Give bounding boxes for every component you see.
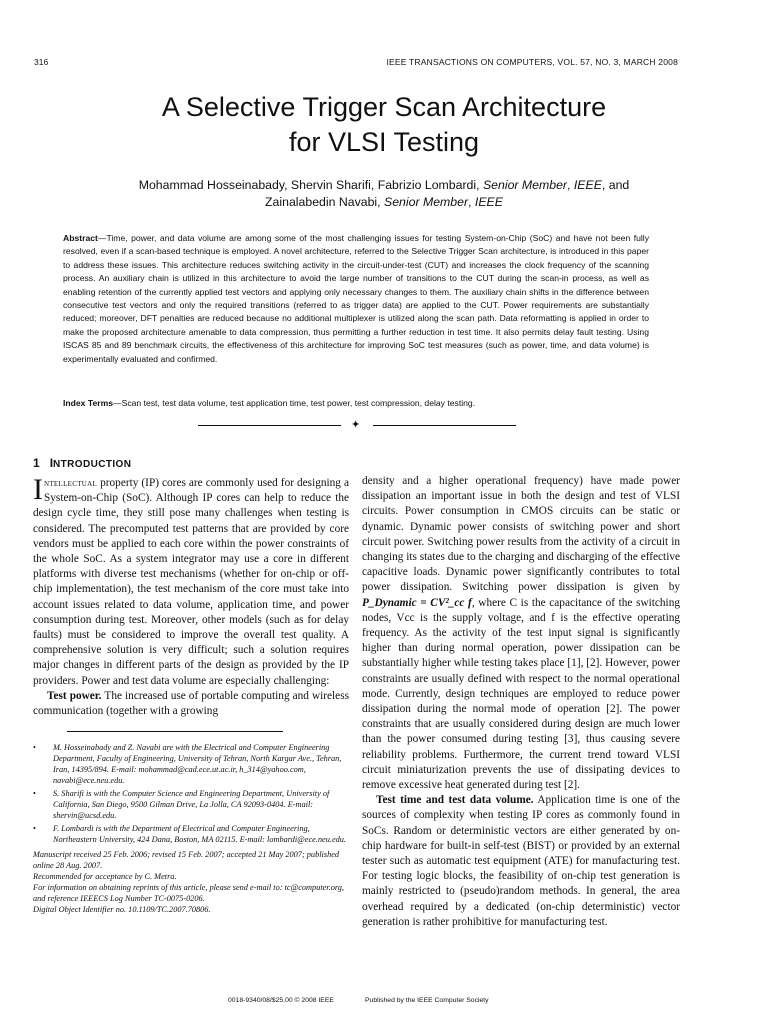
test-time-head: Test time and test data volume. (376, 794, 534, 807)
footnote-text: M. Hosseinabady and Z. Navabi are with the Electrical and Computer Engineering Department, Faculty of Engineering, University of Tehran, North Kargar Ave., Tehran, Iran, 14395/894. E-mail: mohammad@cad.ece.ut.ac.ir, h_314@yahoo.com, navabi@ece.neu.edu. (53, 743, 342, 786)
test-time-paragraph (362, 793, 680, 930)
test-power-head: Test power. (47, 689, 102, 702)
abstract-label: Abstract (63, 233, 98, 243)
author-and: , and (601, 178, 630, 192)
lead-smallcaps: ntellectual (44, 478, 98, 489)
intro-text: property (IP) cores are commonly used for designing a System-on-Chip (SoC). Although IP cores can help to reduce the design cycle time, they still pose many challenges when testing is considered. The precomputed test patterns that are provided by core vendors must be applied to each core within the power constraints of the whole SoC. As a system integrator may use a core in different platforms with diverse test mechanisms (whether for on-chip or off-chip implementation), the test mechanism of the core must take into account issues related to data volume, application time, and power consumption during test. Moreover, other models (such as for delay faults) must be considered to improve the overall test quality. A comprehensive solution is very difficult; such a solution requires major changes in different parts of the design as provided by the IP providers. Power and test data volume are especially challenging: (33, 477, 349, 687)
publisher-footer: Published by the IEEE Computer Society (365, 997, 489, 1004)
footnote-rule (67, 731, 283, 732)
power-text-a: density and a higher operational frequency) have made power dissipation an important issue in both the design and test of VLSI circuits. Power consumption in CMOS circuits can be static or dynamic. Dynamic power consists of switching power and short circuit power. Switching power results from the activity of a circuit in changing its states due to the charging and discharging of the effective capacitive loads. Dynamic power significantly contributes to total power dissipation. Switching power dissipation is given by (362, 475, 680, 594)
bullet-icon: • (33, 789, 36, 799)
section-title-rest: NTRODUCTION (53, 459, 132, 470)
author-sep-2: , (468, 195, 472, 209)
abstract-text: —Time, power, and data volume are among some of the most challenging issues for testing System-on-Chip (SoC) and have not been fully resolved, even if a scan-based technique is employed. A novel architecture, referred to the Selective Trigger Scan architecture, is introduced in this paper to address these issues. This architecture reduces switching activity in the circuit-under-test (CUT) and increases the clock frequency of the scanning process. An auxiliary chain is utilized in this architecture to avoid the large number of transitions to the CUT during the scan-in process, as well as enabling retention of the currently applied test vectors and applying only necessary changes to them. The auxiliary chain shifts in the difference between consecutive test vectors and only the required transitions (referred to as trigger data) are applied to the CUT. Power requirements are substantially reduced; moreover, DFT penalties are reduced because no additional multiplexer is utilized along the scan path. Data reformatting is applied in order to make the proposed architecture amenable to data compression, thus permitting a further reduction in test time. It also permits delay fault testing. Using ISCAS 85 and 89 benchmark circuits, the effectiveness of this architecture for improving SoC test measures (such as power, time, and data volume) is experimentally evaluated and confirmed. (63, 233, 649, 364)
test-power-text: The increased use of portable computing and wireless communication (together with a growing (33, 689, 349, 718)
test-time-text: Application time is one of the sources of complexity when testing IP cores as commonly found in SoCs. Random or deterministic vectors are either generated by on-chip hardware for built-in self-test (BIST) or provided by an external tester such as automatic test equipment (ATE) for manufacturing test. For testing logic blocks, the feasibility of on-chip test generation is mainly restricted to (pseudo)random methods. In general, the area overhead required by a dedicated (on-chip deterministic) vector generation is rather prohibitive for manufacturing test. (362, 794, 680, 928)
title-line-2: for VLSI Testing (288, 127, 480, 157)
index-terms-text: —Scan test, test data volume, test application time, test power, test compression, delay testing. (113, 398, 476, 408)
footnote-item (33, 823, 349, 845)
bullet-icon: • (33, 743, 36, 753)
divider-diamond-icon: ✦ (351, 419, 361, 431)
footnote-item (33, 742, 349, 786)
right-column (362, 474, 680, 930)
page-number: 316 (34, 57, 49, 67)
author-grade-1: Senior Member (482, 178, 568, 192)
power-formula: P_Dynamic = CV²_cc f (362, 596, 472, 609)
author-ieee-2: IEEE (474, 195, 503, 209)
title-line-1: A Selective Trigger Scan Architecture (161, 92, 607, 122)
divider-line-left (198, 425, 341, 426)
footnotes (33, 742, 349, 915)
reprints-info: For information on obtaining reprints of this article, please send e-mail to: tc@computer.org, and reference IEEECS Log Number TC-0075-0206. (33, 883, 344, 904)
running-header (34, 57, 678, 71)
author-name-4: Zainalabedin Navabi, (265, 195, 381, 209)
left-column (33, 456, 349, 915)
authors-line-1: Mohammad Hosseinabady, Shervin Sharifi, Fabrizio Lombardi, (138, 178, 480, 192)
footnote-text: F. Lombardi is with the Department of Electrical and Computer Engineering, Northeastern University, 424 Dana, Boston, MA 02115. E-mail: lombardi@ece.neu.edu. (53, 824, 346, 845)
recommended-by: Recommended for acceptance by C. Metra. (33, 872, 177, 882)
manuscript-info (33, 849, 349, 915)
index-terms (63, 397, 649, 410)
index-terms-label: Index Terms (63, 398, 113, 408)
section-heading (33, 456, 349, 472)
author-grade-2: Senior Member (384, 195, 469, 209)
section-divider (198, 418, 516, 432)
copyright-footer: 0018-9340/08/$25.00 © 2008 IEEE (228, 997, 334, 1004)
test-power-paragraph (33, 689, 349, 719)
drop-cap: I (33, 473, 43, 506)
footnote-text: S. Sharifi is with the Computer Science and Engineering Department, University of California, San Diego, 9500 Gilman Drive, La Jolla, CA 92093-0404. E-mail: shervin@ucsd.edu. (53, 789, 330, 821)
power-text-b: , where C is the capacitance of the switching nodes, Vcc is the supply voltage, and f is the effective operating frequency. As the activity of the test input signal is significantly higher than during normal operation, power dissipation can be substantially higher while testing takes place [1], [2]. However, power constraints are usually defined with respect to the normal operational mode. Currently, design techniques are employed to reduce power dissipation during the normal mode of operation [2]. The power constraints that are usually considered during design are much lower than the power consumed during testing [3], thus causing severe reliability problems. Furthermore, the current trend toward VLSI circuit miniaturization prevents the use of dissipating devices to remove excessive heat generated during test [2]. (362, 596, 680, 792)
abstract (63, 232, 649, 366)
author-ieee-1: IEEE (573, 178, 602, 192)
footnote-item (33, 788, 349, 821)
journal-info: IEEE TRANSACTIONS ON COMPUTERS, VOL. 57, NO. 3, MARCH 2008 (386, 57, 678, 67)
divider-line-right (373, 425, 516, 426)
intro-paragraph (33, 473, 349, 689)
doi: Digital Object Identifier no. 10.1109/TC.2007.70806. (33, 905, 211, 915)
manuscript-dates: Manuscript received 25 Feb. 2006; revised 15 Feb. 2007; accepted 21 May 2007; published online 28 Aug. 2007. (33, 850, 340, 871)
power-paragraph (362, 474, 680, 793)
bullet-icon: • (33, 824, 36, 834)
author-list (40, 177, 728, 211)
paper-title (0, 90, 768, 160)
author-sep-1: , (567, 178, 571, 192)
section-number: 1 (33, 456, 40, 470)
section-title-initial: I (49, 456, 54, 470)
